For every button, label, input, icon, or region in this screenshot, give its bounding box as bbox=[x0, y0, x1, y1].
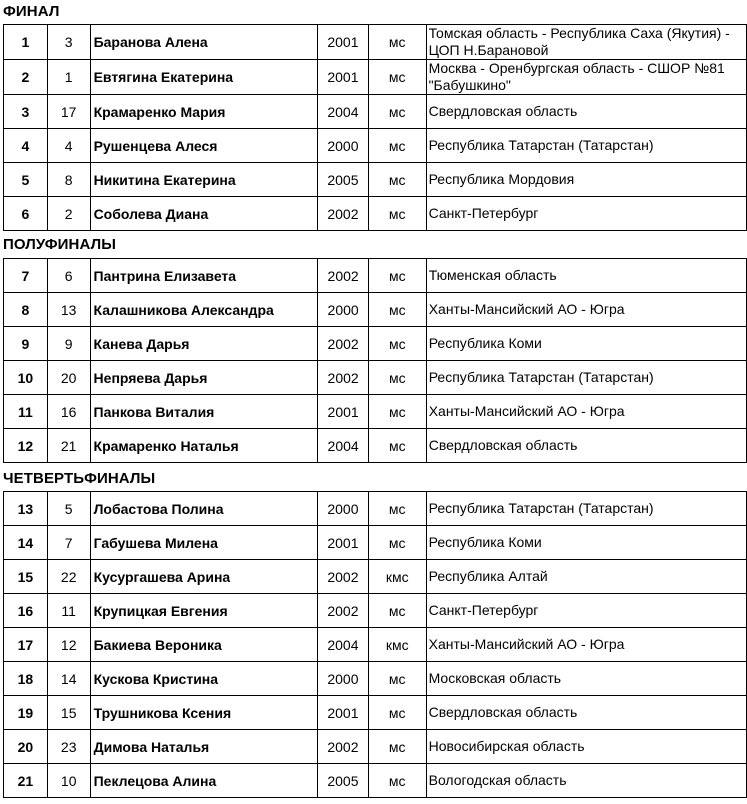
region-cell: Московская область bbox=[426, 662, 746, 696]
seed-cell: 15 bbox=[47, 696, 90, 730]
birth-year-cell: 2002 bbox=[318, 730, 369, 764]
region-text: Москва - Оренбургская область - СШОР №81 "Бабушкино" bbox=[428, 60, 725, 93]
sport-rank-cell: мс bbox=[368, 25, 426, 60]
table-row bbox=[4, 429, 747, 463]
sport-rank-cell: мс bbox=[368, 163, 426, 197]
region-cell: Республика Татарстан (Татарстан) bbox=[426, 492, 746, 526]
sport-rank-cell: кмс bbox=[368, 628, 426, 662]
sport-rank-cell: мс bbox=[368, 696, 426, 730]
athlete-name-cell: Крамаренко Мария bbox=[90, 95, 317, 129]
sport-rank-cell: мс bbox=[369, 327, 427, 361]
birth-year-cell: 2000 bbox=[318, 293, 369, 327]
seed-cell: 16 bbox=[47, 395, 90, 429]
place-cell: 16 bbox=[4, 594, 48, 628]
sport-rank-cell: мс bbox=[368, 492, 426, 526]
birth-year-cell: 2001 bbox=[318, 696, 369, 730]
sport-rank-cell: мс bbox=[369, 293, 427, 327]
section-title-final: ФИНАЛ bbox=[3, 3, 60, 20]
table-row bbox=[4, 628, 747, 662]
sport-rank-cell: мс bbox=[368, 197, 426, 231]
region-cell bbox=[426, 25, 746, 60]
place-cell: 7 bbox=[4, 259, 48, 293]
sport-rank-cell: мс bbox=[369, 259, 427, 293]
section-title-semifinals: ПОЛУФИНАЛЫ bbox=[3, 236, 117, 253]
region-cell: Свердловская область bbox=[426, 95, 746, 129]
region-cell: Санкт-Петербург bbox=[426, 594, 746, 628]
athlete-name-cell: Пантрина Елизавета bbox=[90, 259, 318, 293]
birth-year-cell: 2001 bbox=[318, 395, 369, 429]
athlete-name-cell: Димова Наталья bbox=[90, 730, 317, 764]
table-row bbox=[4, 662, 747, 696]
sport-rank-cell: мс bbox=[368, 60, 426, 95]
athlete-name-cell: Рушенцева Алеся bbox=[90, 129, 317, 163]
birth-year-cell: 2002 bbox=[318, 361, 369, 395]
seed-cell: 17 bbox=[47, 95, 90, 129]
birth-year-cell: 2002 bbox=[318, 560, 369, 594]
birth-year-cell: 2000 bbox=[318, 129, 369, 163]
birth-year-cell: 2004 bbox=[318, 95, 369, 129]
athlete-name-cell: Соболева Диана bbox=[90, 197, 317, 231]
sport-rank-cell: кмс bbox=[368, 560, 426, 594]
athlete-name-cell: Кускова Кристина bbox=[90, 662, 317, 696]
region-cell: Свердловская область bbox=[426, 696, 746, 730]
athlete-name-cell: Канева Дарья bbox=[90, 327, 318, 361]
seed-cell: 13 bbox=[47, 293, 90, 327]
seed-cell: 21 bbox=[47, 429, 90, 463]
place-cell: 3 bbox=[4, 95, 48, 129]
birth-year-cell: 2002 bbox=[318, 594, 369, 628]
place-cell: 20 bbox=[4, 730, 48, 764]
table-row bbox=[4, 560, 747, 594]
table-row bbox=[4, 492, 747, 526]
table-row bbox=[4, 764, 747, 798]
place-cell: 19 bbox=[4, 696, 48, 730]
region-cell: Свердловская область bbox=[426, 429, 746, 463]
place-cell: 17 bbox=[4, 628, 48, 662]
athlete-name-cell: Панкова Виталия bbox=[90, 395, 318, 429]
table-row bbox=[4, 129, 747, 163]
place-cell: 21 bbox=[4, 764, 48, 798]
seed-cell: 9 bbox=[47, 327, 90, 361]
place-cell: 14 bbox=[4, 526, 48, 560]
region-cell: Вологодская область bbox=[426, 764, 746, 798]
athlete-name-cell: Крупицкая Евгения bbox=[90, 594, 317, 628]
table-row bbox=[4, 361, 747, 395]
region-cell: Санкт-Петербург bbox=[426, 197, 746, 231]
athlete-name-cell: Трушникова Ксения bbox=[90, 696, 317, 730]
region-cell: Ханты-Мансийский АО - Югра bbox=[426, 395, 746, 429]
table-row bbox=[4, 327, 747, 361]
table-row bbox=[4, 526, 747, 560]
region-text: Томская область - Республика Саха (Якутия) - ЦОП Н.Барановой bbox=[428, 25, 730, 58]
place-cell: 11 bbox=[4, 395, 48, 429]
table-row bbox=[4, 395, 747, 429]
results-table-semifinals bbox=[3, 258, 747, 463]
seed-cell: 8 bbox=[47, 163, 90, 197]
results-table-final bbox=[3, 24, 747, 231]
sport-rank-cell: мс bbox=[369, 429, 427, 463]
birth-year-cell: 2000 bbox=[318, 662, 369, 696]
table-row bbox=[4, 95, 747, 129]
region-cell: Тюменская область bbox=[426, 259, 746, 293]
sport-rank-cell: мс bbox=[368, 526, 426, 560]
results-table-body bbox=[4, 492, 747, 798]
seed-cell: 5 bbox=[47, 492, 90, 526]
sport-rank-cell: мс bbox=[368, 95, 426, 129]
region-cell bbox=[426, 60, 746, 95]
seed-cell: 2 bbox=[47, 197, 90, 231]
place-cell: 15 bbox=[4, 560, 48, 594]
region-cell: Республика Татарстан (Татарстан) bbox=[426, 361, 746, 395]
sport-rank-cell: мс bbox=[369, 395, 427, 429]
birth-year-cell: 2002 bbox=[318, 327, 369, 361]
region-cell: Республика Коми bbox=[426, 526, 746, 560]
table-row bbox=[4, 197, 747, 231]
seed-cell: 4 bbox=[47, 129, 90, 163]
birth-year-cell: 2001 bbox=[318, 25, 369, 60]
results-table-body bbox=[4, 259, 747, 463]
table-row bbox=[4, 696, 747, 730]
table-row bbox=[4, 259, 747, 293]
athlete-name-cell: Лобастова Полина bbox=[90, 492, 317, 526]
place-cell: 6 bbox=[4, 197, 48, 231]
birth-year-cell: 2004 bbox=[318, 628, 369, 662]
birth-year-cell: 2002 bbox=[318, 259, 369, 293]
seed-cell: 22 bbox=[47, 560, 90, 594]
region-cell: Ханты-Мансийский АО - Югра bbox=[426, 293, 746, 327]
place-cell: 5 bbox=[4, 163, 48, 197]
results-table-body bbox=[4, 25, 747, 231]
birth-year-cell: 2002 bbox=[318, 197, 369, 231]
birth-year-cell: 2000 bbox=[318, 492, 369, 526]
table-row bbox=[4, 594, 747, 628]
sport-rank-cell: мс bbox=[368, 594, 426, 628]
sport-rank-cell: мс bbox=[368, 764, 426, 798]
sport-rank-cell: мс bbox=[368, 129, 426, 163]
athlete-name-cell: Калашникова Александра bbox=[90, 293, 318, 327]
sport-rank-cell: мс bbox=[368, 730, 426, 764]
seed-cell: 7 bbox=[47, 526, 90, 560]
table-row bbox=[4, 25, 747, 60]
table-row bbox=[4, 163, 747, 197]
birth-year-cell: 2004 bbox=[318, 429, 369, 463]
seed-cell: 12 bbox=[47, 628, 90, 662]
table-row bbox=[4, 60, 747, 95]
athlete-name-cell: Непряева Дарья bbox=[90, 361, 318, 395]
place-cell: 18 bbox=[4, 662, 48, 696]
seed-cell: 23 bbox=[47, 730, 90, 764]
region-cell: Республика Коми bbox=[426, 327, 746, 361]
section-title-quarterfinals: ЧЕТВЕРТЬФИНАЛЫ bbox=[3, 470, 156, 487]
seed-cell: 1 bbox=[47, 60, 90, 95]
athlete-name-cell: Крамаренко Наталья bbox=[90, 429, 318, 463]
sport-rank-cell: мс bbox=[368, 662, 426, 696]
place-cell: 10 bbox=[4, 361, 48, 395]
results-table-quarterfinals bbox=[3, 491, 747, 798]
seed-cell: 14 bbox=[47, 662, 90, 696]
seed-cell: 11 bbox=[47, 594, 90, 628]
seed-cell: 3 bbox=[47, 25, 90, 60]
athlete-name-cell: Пеклецова Алина bbox=[90, 764, 317, 798]
region-cell: Республика Татарстан (Татарстан) bbox=[426, 129, 746, 163]
athlete-name-cell: Кусургашева Арина bbox=[90, 560, 317, 594]
seed-cell: 6 bbox=[47, 259, 90, 293]
birth-year-cell: 2001 bbox=[318, 60, 369, 95]
birth-year-cell: 2001 bbox=[318, 526, 369, 560]
place-cell: 13 bbox=[4, 492, 48, 526]
region-cell: Новосибирская область bbox=[426, 730, 746, 764]
place-cell: 2 bbox=[4, 60, 48, 95]
athlete-name-cell: Габушева Милена bbox=[90, 526, 317, 560]
region-cell: Республика Алтай bbox=[426, 560, 746, 594]
seed-cell: 20 bbox=[47, 361, 90, 395]
athlete-name-cell: Баранова Алена bbox=[90, 25, 317, 60]
sport-rank-cell: мс bbox=[369, 361, 427, 395]
athlete-name-cell: Никитина Екатерина bbox=[90, 163, 317, 197]
region-cell: Ханты-Мансийский АО - Югра bbox=[426, 628, 746, 662]
seed-cell: 10 bbox=[47, 764, 90, 798]
place-cell: 4 bbox=[4, 129, 48, 163]
table-row bbox=[4, 730, 747, 764]
athlete-name-cell: Бакиева Вероника bbox=[90, 628, 317, 662]
birth-year-cell: 2005 bbox=[318, 163, 369, 197]
table-row bbox=[4, 293, 747, 327]
region-cell: Республика Мордовия bbox=[426, 163, 746, 197]
birth-year-cell: 2005 bbox=[318, 764, 369, 798]
place-cell: 9 bbox=[4, 327, 48, 361]
place-cell: 8 bbox=[4, 293, 48, 327]
place-cell: 12 bbox=[4, 429, 48, 463]
athlete-name-cell: Евтягина Екатерина bbox=[90, 60, 317, 95]
place-cell: 1 bbox=[4, 25, 48, 60]
